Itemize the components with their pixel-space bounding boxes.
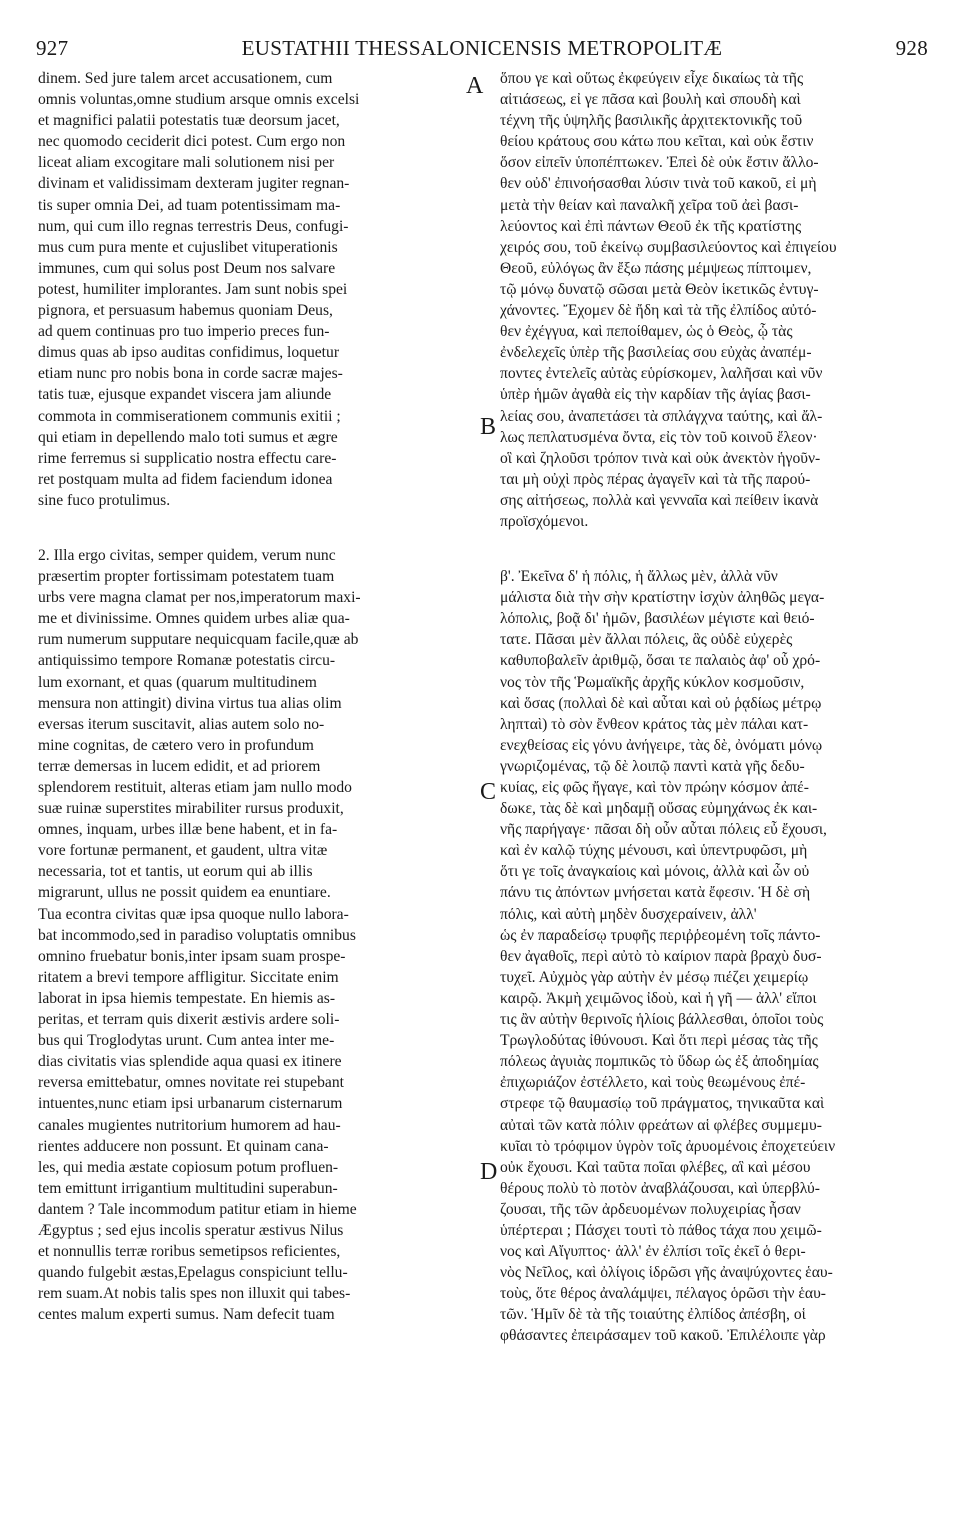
latin-text-line: migrarunt, ullus ne possit quidem ea enuntiare. (38, 884, 331, 902)
greek-text-line: δωκε, τὰς δὲ καὶ μηδαμῇ οὔσας εὐμηχάνως ἐκ και- (500, 800, 818, 818)
greek-text-line: κυίας, εἰς φῶς ἤγαγε, καὶ τὸν πρώην κόσμον ἀπέ- (500, 779, 809, 796)
latin-text-line: mine cognitas, de cætero vero in profundum (38, 736, 314, 754)
greek-text-line: Τρωγλοδύτας ἰθύνουσι. Καὶ ὅτι περὶ μέσας τὰς τῆς (500, 1032, 818, 1050)
latin-text-line: lum exornant, et quas (quarum multitudinem (38, 673, 317, 691)
latin-text-line: ad quem continuas pro tuo imperio preces fun- (38, 323, 330, 341)
greek-text-line: τατε. Πᾶσαι μὲν ἄλλαι πόλεις, ἃς οὐδὲ εὐχερὲς (500, 631, 793, 649)
latin-column (38, 68, 478, 1325)
page-number-right: 928 (895, 36, 928, 60)
latin-text-line: mus cum pura mente et cujuslibet vituperationis (38, 238, 338, 256)
latin-text-line: bus qui Troglodytas urunt. Cum antea inter me- (38, 1032, 335, 1050)
greek-text-line: μάλιστα διὰ τὴν σὴν κρατίστην ἰσχὺν ἀληθῶς μεγα- (500, 589, 825, 607)
latin-text-line: eversas iterum suscitavit, alias autem solo no- (38, 715, 325, 733)
greek-text-line: ὡς ἐν παραδείσῳ τρυφῆς περιῤῥεομένη τοῖς πάντο- (500, 926, 821, 944)
margin-marker-c: C (480, 779, 497, 805)
latin-text-line: rem suam.At nobis talis spes non illuxit qui tabes- (38, 1285, 351, 1303)
latin-text-line: antiquissimo tempore Romanæ potestatis circu- (38, 652, 336, 670)
greek-text-line: ὅσον εἰπεῖν ὑποπέπτωκεν. Ἐπεὶ δὲ οὐκ ἔστιν ἄλλο- (500, 154, 819, 172)
greek-text-line: λείας σου, ἀναπετάσει τὰ σπλάγχνα ταύτης, καὶ ἄλ- (500, 407, 823, 425)
greek-text-line: ὑπέρτεραι ; Πάσχει τουτὶ τὸ πάθος τάχα που χειμῶ- (500, 1221, 822, 1239)
greek-text-line: ὅτι γε τοῖς ἀναγκαίοις καὶ μόνοις, ἀλλὰ καὶ ὧν οὐ (500, 863, 810, 881)
latin-text-line: Tua econtra civitas quæ ipsa quoque nullo labora- (38, 905, 349, 923)
greek-text-line: θεν οὐδ' ἐπινοήσασθαι λύσιν τινὰ τοῦ κακοῦ, εἰ μὴ (500, 175, 817, 193)
greek-text-line: οἳ καὶ ζηλοῦσι τρόπον τινὰ καὶ οὐκ ἀνεκτὸν ἡγοῦν- (500, 449, 821, 467)
greek-text-line: κυῖαι τὸ τρόφιμον ὑγρὸν τοῖς ἀρυομένοις ἐποχετεύειν (500, 1137, 836, 1155)
greek-text-line: πόλις, καὶ αὐτὴ μηδὲν δυσχεραίνειν, ἀλλ' (500, 905, 757, 923)
latin-text-line: tatis tuæ, ejusque expandet viscera jam aliunde (38, 386, 332, 404)
latin-text-line: etiam nunc pro nobis bona in corde sacræ majes- (38, 365, 343, 383)
latin-text-line: Ægyptus ; sed ejus incolis speratur æstivus Nilus (38, 1221, 344, 1239)
greek-text-line: τῷ μόνῳ δυνατῷ σῶσαι μετὰ Θεὸν ἱκετικῶς ἐντυγ- (500, 280, 819, 298)
paragraph-gap (38, 511, 478, 545)
greek-text-line: καθυποβαλεῖν ἀριθμῷ, ὅσαι τε παλαιὸς ἀφ' οὗ χρό- (500, 652, 821, 670)
latin-text-line: quando fulgebit æstas,Epelagus conspiciunt tellu- (38, 1264, 348, 1282)
greek-text-line: καὶ ἐν καλῷ τύχης μένουσι, καὶ ὑπεντρυφῶσι, μὴ (500, 842, 808, 860)
latin-text-line: immunes, cum qui solus post Deum nos salvare (38, 259, 336, 277)
greek-text-line: αὐταὶ τῶν κατὰ πόλιν φρεάτων αἱ φλέβες συμμεμυ- (500, 1116, 822, 1134)
greek-text-line: λεύοντος καὶ ἐπὶ πάντων Θεοῦ ἐκ τῆς κρατίστης (500, 217, 802, 235)
latin-text-line: tis super omnia Dei, ad tuam potentissimam ma- (38, 196, 341, 214)
greek-text-line: θεν ἀγαθοῖς, περὶ αὐτὸ τὸ καίριον παρὰ βραχὺ δυσ- (500, 947, 822, 965)
latin-text-line: omnis voluntas,omne studium arsque omnis excelsi (38, 91, 360, 109)
greek-text-line: χάνοντες. Ἔχομεν δὲ ἤδη καὶ τὰ τῆς ἐλπίδος αὐτό- (500, 302, 817, 320)
latin-text-line: 2. Illa ergo civitas, semper quidem, verum nunc (38, 546, 336, 564)
latin-text-line: centes malum experti sumus. Nam defecit tuam (38, 1306, 335, 1324)
greek-text-line: ἐνδελεχεῖς ὑπὲρ τῆς βασιλείας σου εὐχὰς ἀναπέμ- (500, 344, 812, 362)
greek-column (500, 68, 932, 1347)
latin-text-line: bat incommodo,sed in paradiso voluptatis omnibus (38, 926, 356, 944)
latin-text-line: peritas, et terram quis dixerit æstivis ardere soli- (38, 1011, 340, 1029)
latin-text-line: dias civitatis vias splendide aqua quasi ex itinere (38, 1053, 342, 1071)
latin-text-line: dinem. Sed jure talem arcet accusationem, cum (38, 70, 333, 87)
greek-text-line: ζουσαι, τῆς τῶν ἀρδευομένων πολυχειρίας ἦσαν (500, 1200, 801, 1218)
greek-text-line: νῆς παρήγαγε· πᾶσαι δὴ οὖν αὗται πόλεις εὖ ἔχουσι, (500, 821, 827, 839)
latin-text-line: dantem ? Tale incommodum patitur etiam in hieme (38, 1200, 357, 1218)
margin-marker-d: D (480, 1159, 498, 1185)
greek-text-line: Θεοῦ, εὐλόγως ἂν ἔξω πάσης μέμψεως πίπτοιμεν, (500, 259, 812, 277)
running-header (36, 36, 928, 60)
latin-text-line: vore fortunæ permanent, et gaudent, ultra vitæ (38, 842, 328, 860)
greek-text-line: φθάσαντες ἐπειράσαμεν τοῦ κακοῦ. Ἐπιλέλοιπε γὰρ (500, 1327, 826, 1345)
latin-text-line: suæ ruinæ superstites mirabiliter rursus produxit, (38, 800, 344, 818)
greek-text-line: λόπολις, βοᾷ δι' ἡμῶν, βασιλέων μέγιστε καὶ θειό- (500, 610, 815, 628)
latin-text-line: divinam et validissimam dexteram jugiter regnan- (38, 175, 350, 193)
latin-text-line: terræ demersas in lucem edidit, et ad priorem (38, 757, 321, 775)
latin-text-line: et nonnullis terræ roribus semetipsos reficientes, (38, 1243, 341, 1261)
latin-text-line: urbs vere magna clamat per nos,imperatorum maxi- (38, 589, 361, 607)
greek-text-line: νος καὶ Αἴγυπτος· ἀλλ' ἐν ἐλπίσι τοῖς ἐκεῖ ὁ θερι- (500, 1243, 806, 1261)
greek-text-line: οὐκ ἔχουσι. Καὶ ταῦτα ποῖαι φλέβες, αἳ καὶ μέσου (500, 1158, 811, 1176)
greek-text-line: β'. Ἐκεῖνα δ' ἡ πόλις, ἡ ἄλλως μὲν, ἀλλὰ νῦν (500, 568, 778, 586)
latin-text-line: pignora, et persuasum habemus quoniam Deus, (38, 302, 333, 320)
latin-text-line: rientes adducere non possunt. Et quinam cana- (38, 1137, 329, 1155)
greek-text-line: στρεφε τῷ θαυμασίῳ τοῦ πράγματος, τηνικαῦτα καὶ (500, 1095, 825, 1113)
margin-marker-b: B (480, 414, 497, 440)
greek-text-line: θείου κράτους σου κάτω που κεῖται, καὶ οὐκ ἔστιν (500, 133, 814, 151)
latin-text-line: potest, humiliter implorantes. Jam sunt nobis spei (38, 280, 348, 298)
latin-text-line: splendorem restituit, alteras etiam jam nullo modo (38, 779, 352, 796)
latin-text-line: rum numerum supputare nequicquam facile,quæ ab (38, 631, 359, 649)
greek-text-line: τις ἂν αὐτὴν θερινοῖς ἡλίοις βάλλεσθαι, ὁποῖοι τοὺς (500, 1011, 824, 1029)
margin-marker-a: A (466, 73, 484, 99)
greek-text-line: τέχνη τῆς ὑψηλῆς βασιλικῆς ἀρχιτεκτονικῆς τοῦ (500, 112, 803, 130)
greek-text-line: καὶ ὅσας (πολλαὶ δὲ καὶ αὗται καὶ οὐ ῥᾳδίως μέτρῳ (500, 694, 822, 712)
greek-text-line: ὑπὲρ ἡμῶν ἀγαθὰ εἰς τὴν καρδίαν τῆς ἁγίας βασι- (500, 386, 811, 404)
greek-text-line: νὸς Νεῖλος, καὶ ὀλίγοις ἱδρῶσι γῆς ἀναψύχοντες ἑαυ- (500, 1264, 833, 1282)
greek-text-line: ὅπου γε καὶ οὕτως ἐκφεύγειν εἶχε δικαίως τὰ τῆς (500, 70, 804, 87)
latin-text-line: sine fuco protulimus. (38, 491, 171, 509)
latin-text-line: rime ferremus si supplicatio nostra effectu care- (38, 449, 337, 467)
latin-text-line: mensura non attingit) divina virtus tua alias olim (38, 694, 342, 712)
latin-text-line: nec quomodo ceciderit dici potest. Cum ergo non (38, 133, 346, 151)
latin-text-line: et magnifici palatii potestatis tuæ deorsum jacet, (38, 112, 340, 130)
greek-text-line: αἰτιάσεως, εἰ γε πᾶσα καὶ βουλὴ καὶ σπουδὴ καὶ (500, 91, 801, 109)
latin-text-line: omnino fruebatur bonis,inter ipsam suam prospe- (38, 947, 346, 965)
latin-text-line: liceat aliam excogitare mali solutionem nisi per (38, 154, 335, 172)
greek-text-line: ται μὴ οὐχὶ πρὸς πέρας ἀγαγεῖν καὶ τὰ τῆς παρού- (500, 470, 811, 488)
latin-text-line: laborat in ipsa hiemis tempestate. En hiemis as- (38, 989, 336, 1007)
greek-text-line: σης αἰτήσεως, πολλὰ καὶ γενναῖα καὶ πείθειν ἱκανὰ (500, 491, 819, 509)
latin-text-line: omnes, inquam, urbes illæ bene habent, et in fa- (38, 821, 338, 839)
running-title: EUSTATHII THESSALONICENSIS METROPOLITÆ (241, 36, 723, 60)
latin-text-line: reversa emittebatur, omnes novitate rei stupebant (38, 1074, 344, 1092)
latin-text-line: necessaria, tot et tantis, ut eorum qui ab illis (38, 863, 313, 881)
greek-text-line: τοὺς, ὅτε θέρος ἀναλάμψει, πέλαγος ὁρῶσι τὴν ἑαυ- (500, 1285, 826, 1303)
paragraph-gap (500, 532, 932, 566)
greek-text-line: ἐπιχωριάζον ἐστέλλετο, καὶ τοὺς θεωμένους ἐπέ- (500, 1074, 806, 1092)
greek-text-line: γνωριζομένας, τῷ δὲ λοιπῷ παντὶ κατὰ γῆς δεδυ- (500, 757, 805, 775)
greek-text-line: καιρῷ. Ἀκμὴ χειμῶνος ἰδοὺ, καὶ ἡ γῆ — ἀλλ' εἴποι (500, 989, 817, 1007)
latin-text-line: commota in commiserationem communis exitii ; (38, 407, 341, 425)
latin-text-line: ret postquam multa ad fidem faciendum idonea (38, 470, 333, 488)
greek-text-line: ποντες ἐντελεῖς αὐτὰς εὑρίσκομεν, λαλῆσαι καὶ νῦν (500, 365, 823, 383)
greek-text-line: ενεχθείσας εἰς γόνυ ἀνήγειρε, τὰς δὲ, ὀνόματι μόνῳ (500, 736, 823, 754)
greek-text-line: πόλεως ἀγυιὰς πομπικῶς τὸ ὕδωρ ὡς ἐξ ἀποδημίας (500, 1053, 819, 1071)
greek-text-line: θεν ἐχέγγυα, καὶ πεποίθαμεν, ὡς ὁ Θεὸς, ᾧ τὰς (500, 323, 793, 341)
latin-text-line: præsertim propter fortissimam potestatem tuam (38, 568, 335, 586)
latin-text-line: les, qui media æstate copiosum potum profluen- (38, 1158, 339, 1176)
latin-text-line: num, qui cum illo regnas terrestris Deus, confugi- (38, 217, 349, 235)
greek-text-line: θέρους πολὺ τὸ ποτὸν ἀναβλάζουσαι, καὶ ὑπερβλύ- (500, 1179, 820, 1197)
greek-text-line: τυχεῖ. Αὐχμὸς γὰρ αὐτὴν ἐν μέσῳ πιέζει χειμερίῳ (500, 968, 809, 986)
greek-text-line: τῶν. Ἡμῖν δὲ τὰ τῆς τοιαύτης ἐλπίδος ἀπέσβη, οἱ (500, 1306, 806, 1324)
latin-text-line: me et divinissime. Omnes quidem urbes aliæ qua- (38, 610, 350, 628)
latin-text-line: ritatem a brevi tempore affligitur. Siccitate enim (38, 968, 339, 986)
greek-text-line: λως πεπλατυσμένα ὄντα, εἰς τὸν τοῦ κοινοῦ ἔλεον· (500, 428, 818, 446)
latin-text-line: dimus quas ab ipso auditas confidimus, loquetur (38, 344, 340, 362)
greek-text-line: πάνυ τις ἀπόντων μνήσεται κατὰ ἔφεσιν. Ἡ δὲ σὴ (500, 884, 811, 902)
latin-text-line: intuentes,nunc etiam ipsi urbanarum cisternarum (38, 1095, 343, 1113)
greek-text-line: νος τὸν τῆς Ῥωμαϊκῆς ἀρχῆς κύκλον κοσμοῦσιν, (500, 673, 805, 691)
latin-text-line: tem emittunt irrigantium multitudini superabun- (38, 1179, 338, 1197)
latin-text-line: qui etiam in depellendo malo toti sumus et ægre (38, 428, 338, 446)
greek-text-line: ληπταὶ) τὸ σὸν ἔνθεον κράτος τὰς μὲν πάλαι κατ- (500, 715, 809, 733)
latin-text-line: canales mugientes nutritorium humorem ad hau- (38, 1116, 341, 1134)
greek-text-line: προϊσχόμενοι. (500, 512, 589, 530)
greek-text-line: μετὰ τὴν θείαν καὶ παναλκῆ χεῖρα τοῦ ἀεὶ βασι- (500, 196, 799, 214)
page-number-left: 927 (36, 36, 69, 60)
greek-text-line: χειρός σου, τοῦ ἐκείνῳ συμβασιλεύοντος καὶ ἐπιγείου (500, 238, 837, 256)
